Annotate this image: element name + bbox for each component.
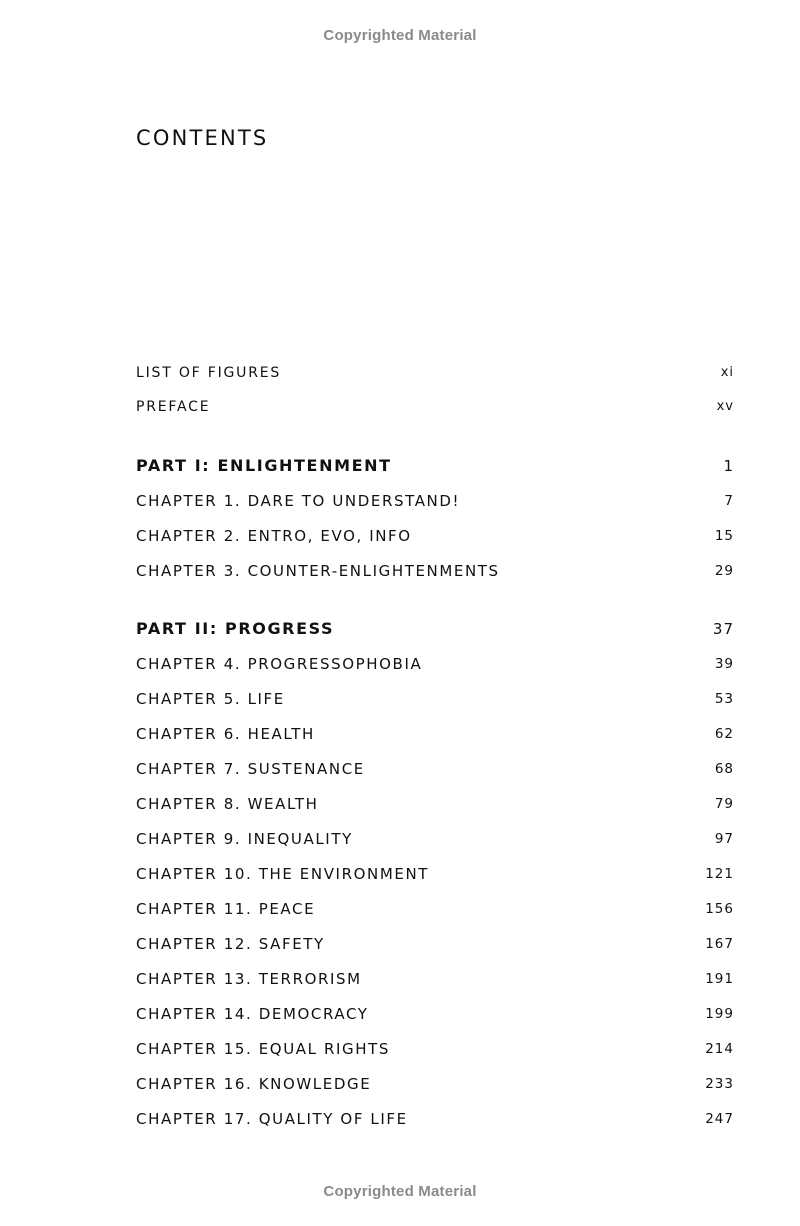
toc-chapter-entry — [136, 863, 734, 885]
copyright-watermark-bottom: Copyrighted Material — [323, 1183, 477, 1200]
toc-entry-page: 62 — [714, 726, 734, 742]
toc-chapter-entry — [136, 723, 734, 745]
toc-part-page: 1 — [723, 457, 734, 475]
toc-entry-page: 214 — [705, 1041, 734, 1057]
toc-entry-page: 7 — [724, 493, 734, 509]
toc-entry-page: 97 — [714, 831, 734, 847]
toc-entry-label: CHAPTER 17. QUALITY OF LIFE — [136, 1110, 408, 1128]
toc-entry-page: 15 — [714, 528, 734, 544]
toc-entry-label: PREFACE — [136, 399, 211, 415]
toc-chapter-entry — [136, 688, 734, 710]
toc-entry-page: 199 — [705, 1006, 734, 1022]
toc-entry-page: 191 — [705, 971, 734, 987]
toc-entry-label: CHAPTER 7. SUSTENANCE — [136, 760, 365, 778]
toc-entry-label: CHAPTER 8. WEALTH — [136, 795, 319, 813]
toc-chapter-entry — [136, 490, 734, 512]
toc-entry-label: CHAPTER 13. TERRORISM — [136, 970, 362, 988]
toc-entry-page: 247 — [705, 1111, 734, 1127]
toc-chapter-entry — [136, 1073, 734, 1095]
toc-entry-label: CHAPTER 3. COUNTER-ENLIGHTENMENTS — [136, 562, 500, 580]
toc-entry-label: CHAPTER 10. THE ENVIRONMENT — [136, 865, 430, 883]
toc-entry-label: CHAPTER 11. PEACE — [136, 900, 316, 918]
toc-part-page: 37 — [712, 620, 734, 638]
toc-entry-page: 68 — [714, 761, 734, 777]
page-title: CONTENTS — [136, 126, 269, 150]
toc-entry-label: CHAPTER 15. EQUAL RIGHTS — [136, 1040, 390, 1058]
toc-chapter-entry — [136, 933, 734, 955]
toc-entry-label: CHAPTER 6. HEALTH — [136, 725, 315, 743]
toc-entry-page: 121 — [705, 866, 734, 882]
toc-chapter-entry — [136, 1003, 734, 1025]
toc-chapter-entry — [136, 793, 734, 815]
toc-entry-label: CHAPTER 1. DARE TO UNDERSTAND! — [136, 492, 461, 510]
toc-entry-label: CHAPTER 5. LIFE — [136, 690, 285, 708]
toc-entry-page: 156 — [705, 901, 734, 917]
toc-entry-list-of-figures — [136, 362, 734, 384]
toc-chapter-entry — [136, 968, 734, 990]
toc-entry-label: CHAPTER 14. DEMOCRACY — [136, 1005, 369, 1023]
toc-part-label: PART II: PROGRESS — [136, 619, 335, 638]
toc-entry-page: 79 — [714, 796, 734, 812]
toc-entry-label: CHAPTER 16. KNOWLEDGE — [136, 1075, 372, 1093]
toc-entry-label: CHAPTER 4. PROGRESSOPHOBIA — [136, 655, 423, 673]
table-of-contents — [136, 0, 734, 1226]
toc-entry-page: 39 — [714, 656, 734, 672]
toc-chapter-entry — [136, 1108, 734, 1130]
toc-entry-page: 29 — [714, 563, 734, 579]
toc-chapter-entry — [136, 560, 734, 582]
toc-entry-label: CHAPTER 2. ENTRO, EVO, INFO — [136, 527, 412, 545]
toc-part-heading — [136, 455, 734, 477]
toc-chapter-entry — [136, 1038, 734, 1060]
toc-entry-page: 233 — [705, 1076, 734, 1092]
toc-entry-page: xv — [716, 399, 734, 414]
toc-entry-page: xi — [720, 365, 734, 380]
toc-entry-page: 167 — [705, 936, 734, 952]
copyright-watermark-top: Copyrighted Material — [323, 27, 477, 44]
toc-chapter-entry — [136, 653, 734, 675]
toc-chapter-entry — [136, 828, 734, 850]
toc-chapter-entry — [136, 525, 734, 547]
toc-chapter-entry — [136, 758, 734, 780]
toc-part-label: PART I: ENLIGHTENMENT — [136, 456, 392, 475]
toc-entry-label: LIST OF FIGURES — [136, 365, 282, 381]
toc-part-heading — [136, 618, 734, 640]
toc-chapter-entry — [136, 898, 734, 920]
toc-entry-label: CHAPTER 9. INEQUALITY — [136, 830, 353, 848]
toc-entry-page: 53 — [714, 691, 734, 707]
toc-entry-preface — [136, 396, 734, 418]
toc-entry-label: CHAPTER 12. SAFETY — [136, 935, 325, 953]
